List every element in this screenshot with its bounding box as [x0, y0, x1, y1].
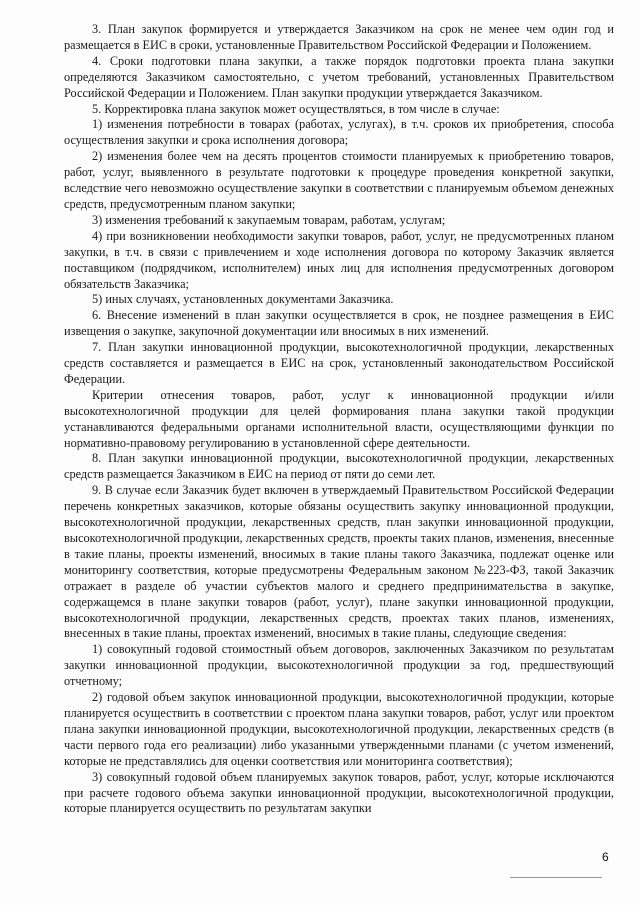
paragraph-5: 5. Корректировка плана закупок может осуществляться, в том числе в случае:	[92, 101, 500, 116]
paragraph-9: 9. В случае если Заказчик будет включен в утверждаемый Правительством Российской Федерации перечень конкретных заказчиков, которые обязаны осуществить закупку инновационной продукции, высокотехнологичной продукции, лекарственных средств, план закупки инновационной продукции, высокотехнологичной продукции, лекарственных средств, проекты таких планов, изменения, внесенные в такие планы, проекты изменений, вносимых в такие планы такого Заказчика, подлежат оценке или мониторингу соответствия, которые предусмотрены Федеральным законом №223-ФЗ, такой Заказчик отражает в разделе об участии субъектов малого и среднего предпринимательства в закупке, содержащемся в плане закупки товаров (работ, услуг), плане закупки инновационной продукции, высокотехнологичной продукции, лекарственных средств, проектах таких планов, изменениях, внесенных в такие планы, проектах изменений, вносимых в такие планы, следующие сведения:	[64, 483, 614, 641]
paragraph-4: 4. Сроки подготовки плана закупки, а также порядок подготовки проекта плана закупки определяются Заказчиком самостоятельно, с учетом требований, установленных Правительством Российской Федерации и Положением. План закупки продукции утверждается Заказчиком.	[64, 53, 614, 100]
paragraph-5-item-2: 2) изменения более чем на десять процентов стоимости планируемых к приобретению товаров, работ, услуг, выявленного в результате подготовки к процедуре проведения конкретной закупки, вследствие чего невозможно осуществление закупки в соответствии с планируемым объемом денежных средств, предусмотренным планом закупки;	[64, 149, 614, 211]
paragraph-5-item-5: 5) иных случаях, установленных документами Заказчика.	[92, 292, 394, 307]
paragraph-8: 8. План закупки инновационной продукции, высокотехнологичной продукции, лекарственных средств размещается Заказчиком в ЕИС на период от пяти до семи лет.	[64, 451, 614, 482]
document-body	[64, 22, 614, 817]
paragraph-3: 3. План закупок формируется и утверждается Заказчиком на срок не менее чем один год и размещается в ЕИС в сроки, установленные Правительством Российской Федерации и Положением.	[64, 22, 614, 52]
paragraph-5-item-1: 1) изменения потребности в товарах (работах, услугах), в т.ч. сроков их приобретения, способа осуществления закупки и срока исполнения договора;	[64, 117, 614, 148]
footer-divider	[510, 877, 602, 878]
paragraph-9-item-1: 1) совокупный годовой стоимостный объем договоров, заключенных Заказчиком по результатам закупки инновационной продукции, высокотехнологичной продукции за год, предшествующий отчетному;	[64, 642, 614, 689]
paragraph-7: 7. План закупки инновационной продукции, высокотехнологичной продукции, лекарственных средств составляется и размещается в ЕИС на срок, установленный законодательством Российской Федерации.	[64, 340, 614, 386]
paragraph-5-item-3: 3) изменения требований к закупаемым товарам, работам, услугам;	[92, 212, 446, 227]
paragraph-6: 6. Внесение изменений в план закупки осуществляется в срок, не позднее размещения в ЕИС извещения о закупке, закупочной документации или вносимых в них изменений.	[64, 308, 614, 339]
paragraph-9-item-2: 2) годовой объем закупок инновационной продукции, высокотехнологичной продукции, которые планируется осуществить в соответствии с проектом плана закупки товаров, работ, услуг или проектом плана закупки инновационной продукции, высокотехнологичной продукции, лекарственных средств (в части первого года его реализации) либо указанными утвержденными планами (с учетом изменений, которые не представлялись для оценки соответствия или мониторинга соответствия);	[64, 690, 614, 768]
paragraph-9-item-3: 3) совокупный годовой объем планируемых закупок товаров, работ, услуг, которые исключаются при расчете годового объема закупки инновационной продукции, высокотехнологичной продукции, которые планируется осуществить по результатам закупки	[64, 769, 614, 816]
page-number: 6	[602, 850, 609, 864]
paragraph-criteria: Критерии отнесения товаров, работ, услуг к инновационной продукции и/или высокотехнологичной продукции для целей формирования плана закупки такой продукции устанавливаются федеральными органами исполнительной власти, осуществляющими функции по нормативно-правовому регулированию в установленной сфере деятельности.	[64, 387, 614, 450]
paragraph-5-item-4: 4) при возникновении необходимости закупки товаров, работ, услуг, не предусмотренных планом закупки, в т.ч. в связи с привлечением и ходе исполнения договора по которому Заказчик является поставщиком (подрядчиком, исполнителем) иных лиц для исполнения предусмотренных договором обязательств Заказчика;	[64, 228, 614, 291]
